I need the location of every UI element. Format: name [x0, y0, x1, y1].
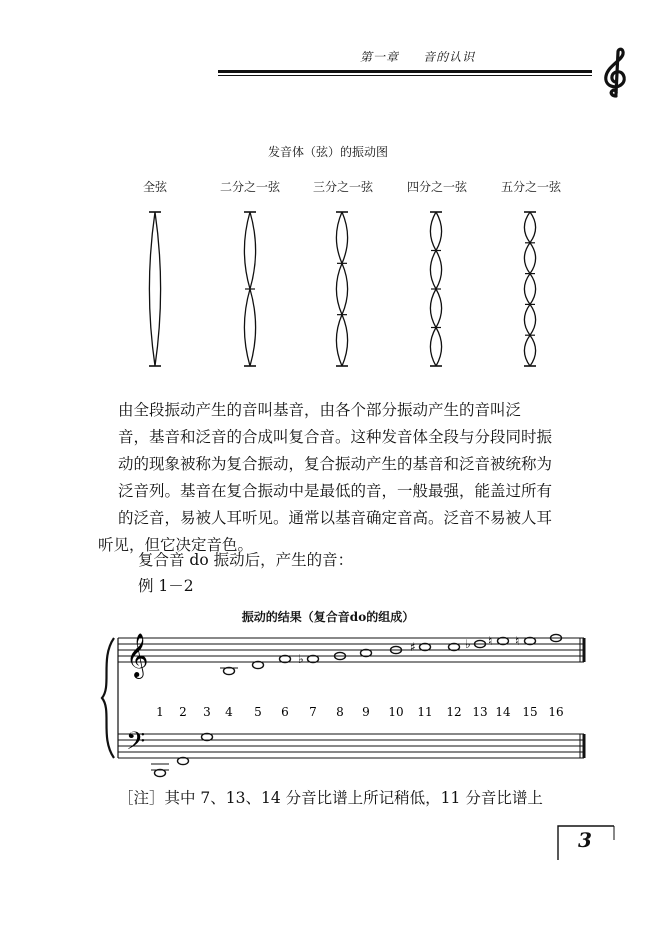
vibrating-string [524, 212, 536, 366]
partial-number: 15 [522, 705, 538, 719]
body-line: 动的现象被称为复合振动，复合振动产生的基音和泛音被统称为 [118, 455, 553, 473]
partial-number: 2 [179, 705, 187, 719]
body-paragraph [98, 397, 608, 559]
partial-number: 12 [446, 705, 462, 719]
figure-title: 发音体（弦）的振动图 [267, 145, 388, 159]
vibrating-string [430, 212, 442, 366]
accidental: ♮ [515, 634, 520, 648]
string-vibration-diagram [0, 200, 656, 380]
footnote: ［注］其中 7、13、14 分音比谱上所记稍低，11 分音比谱上 [118, 789, 543, 807]
grand-staff [0, 628, 656, 788]
string-label-full: 全弦 [142, 180, 167, 194]
vibrating-string [149, 212, 161, 366]
string-label-half: 二分之一弦 [219, 180, 280, 194]
body-line: 听见，但它决定音色。 [98, 536, 254, 554]
accidental: ♮ [488, 634, 493, 648]
string-label-third: 三分之一弦 [312, 180, 373, 194]
partial-number: 10 [388, 705, 404, 719]
partial-number: 5 [254, 705, 262, 719]
partial-number: 8 [336, 705, 344, 719]
string-label-fifth: 五分之一弦 [500, 180, 561, 194]
page-number: 3 [578, 828, 592, 852]
accidental: ♭ [298, 652, 304, 666]
body-line: 的泛音，易被人耳听见。通常以基音确定音高。泛音不易被人耳 [118, 509, 553, 527]
treble-clef-icon: 𝄞 [126, 633, 149, 677]
body-line: 由全段振动产生的音叫基音，由各个部分振动产生的音叫泛 [118, 401, 522, 419]
partial-number: 16 [548, 705, 564, 719]
partial-number: 13 [472, 705, 488, 719]
accidental: ♯ [410, 640, 416, 654]
example-label: 例 1－2 [138, 577, 194, 595]
partial-number: 11 [417, 705, 433, 719]
partial-number: 7 [309, 705, 317, 719]
header-rule [218, 70, 592, 76]
partial-number: 1 [156, 705, 164, 719]
vibrating-string [336, 212, 348, 366]
running-header [360, 48, 590, 65]
brace [102, 638, 114, 758]
body-line-2: 复合音 do 振动后，产生的音： [138, 551, 354, 569]
partial-number: 14 [495, 705, 511, 719]
accidental: ♭ [465, 637, 471, 651]
treble-clef-icon [596, 46, 634, 98]
chapter-label: 第一章 [360, 50, 400, 64]
body-line: 泛音列。基音在复合振动中是最低的音，一般最强，能盖过所有 [118, 482, 553, 500]
chapter-title: 音的认识 [423, 50, 476, 64]
partial-number: 6 [281, 705, 289, 719]
example-title: 振动的结果（复合音do的组成） [241, 610, 415, 624]
body-line: 音，基音和泛音的合成叫复合音。这种发音体全段与分段同时振 [118, 428, 553, 446]
partial-number: 4 [225, 705, 233, 719]
partial-number: 3 [203, 705, 211, 719]
bass-clef-icon: 𝄢 [126, 727, 146, 762]
partial-number: 9 [362, 705, 370, 719]
string-label-quarter: 四分之一弦 [406, 180, 467, 194]
vibrating-string [244, 212, 256, 366]
